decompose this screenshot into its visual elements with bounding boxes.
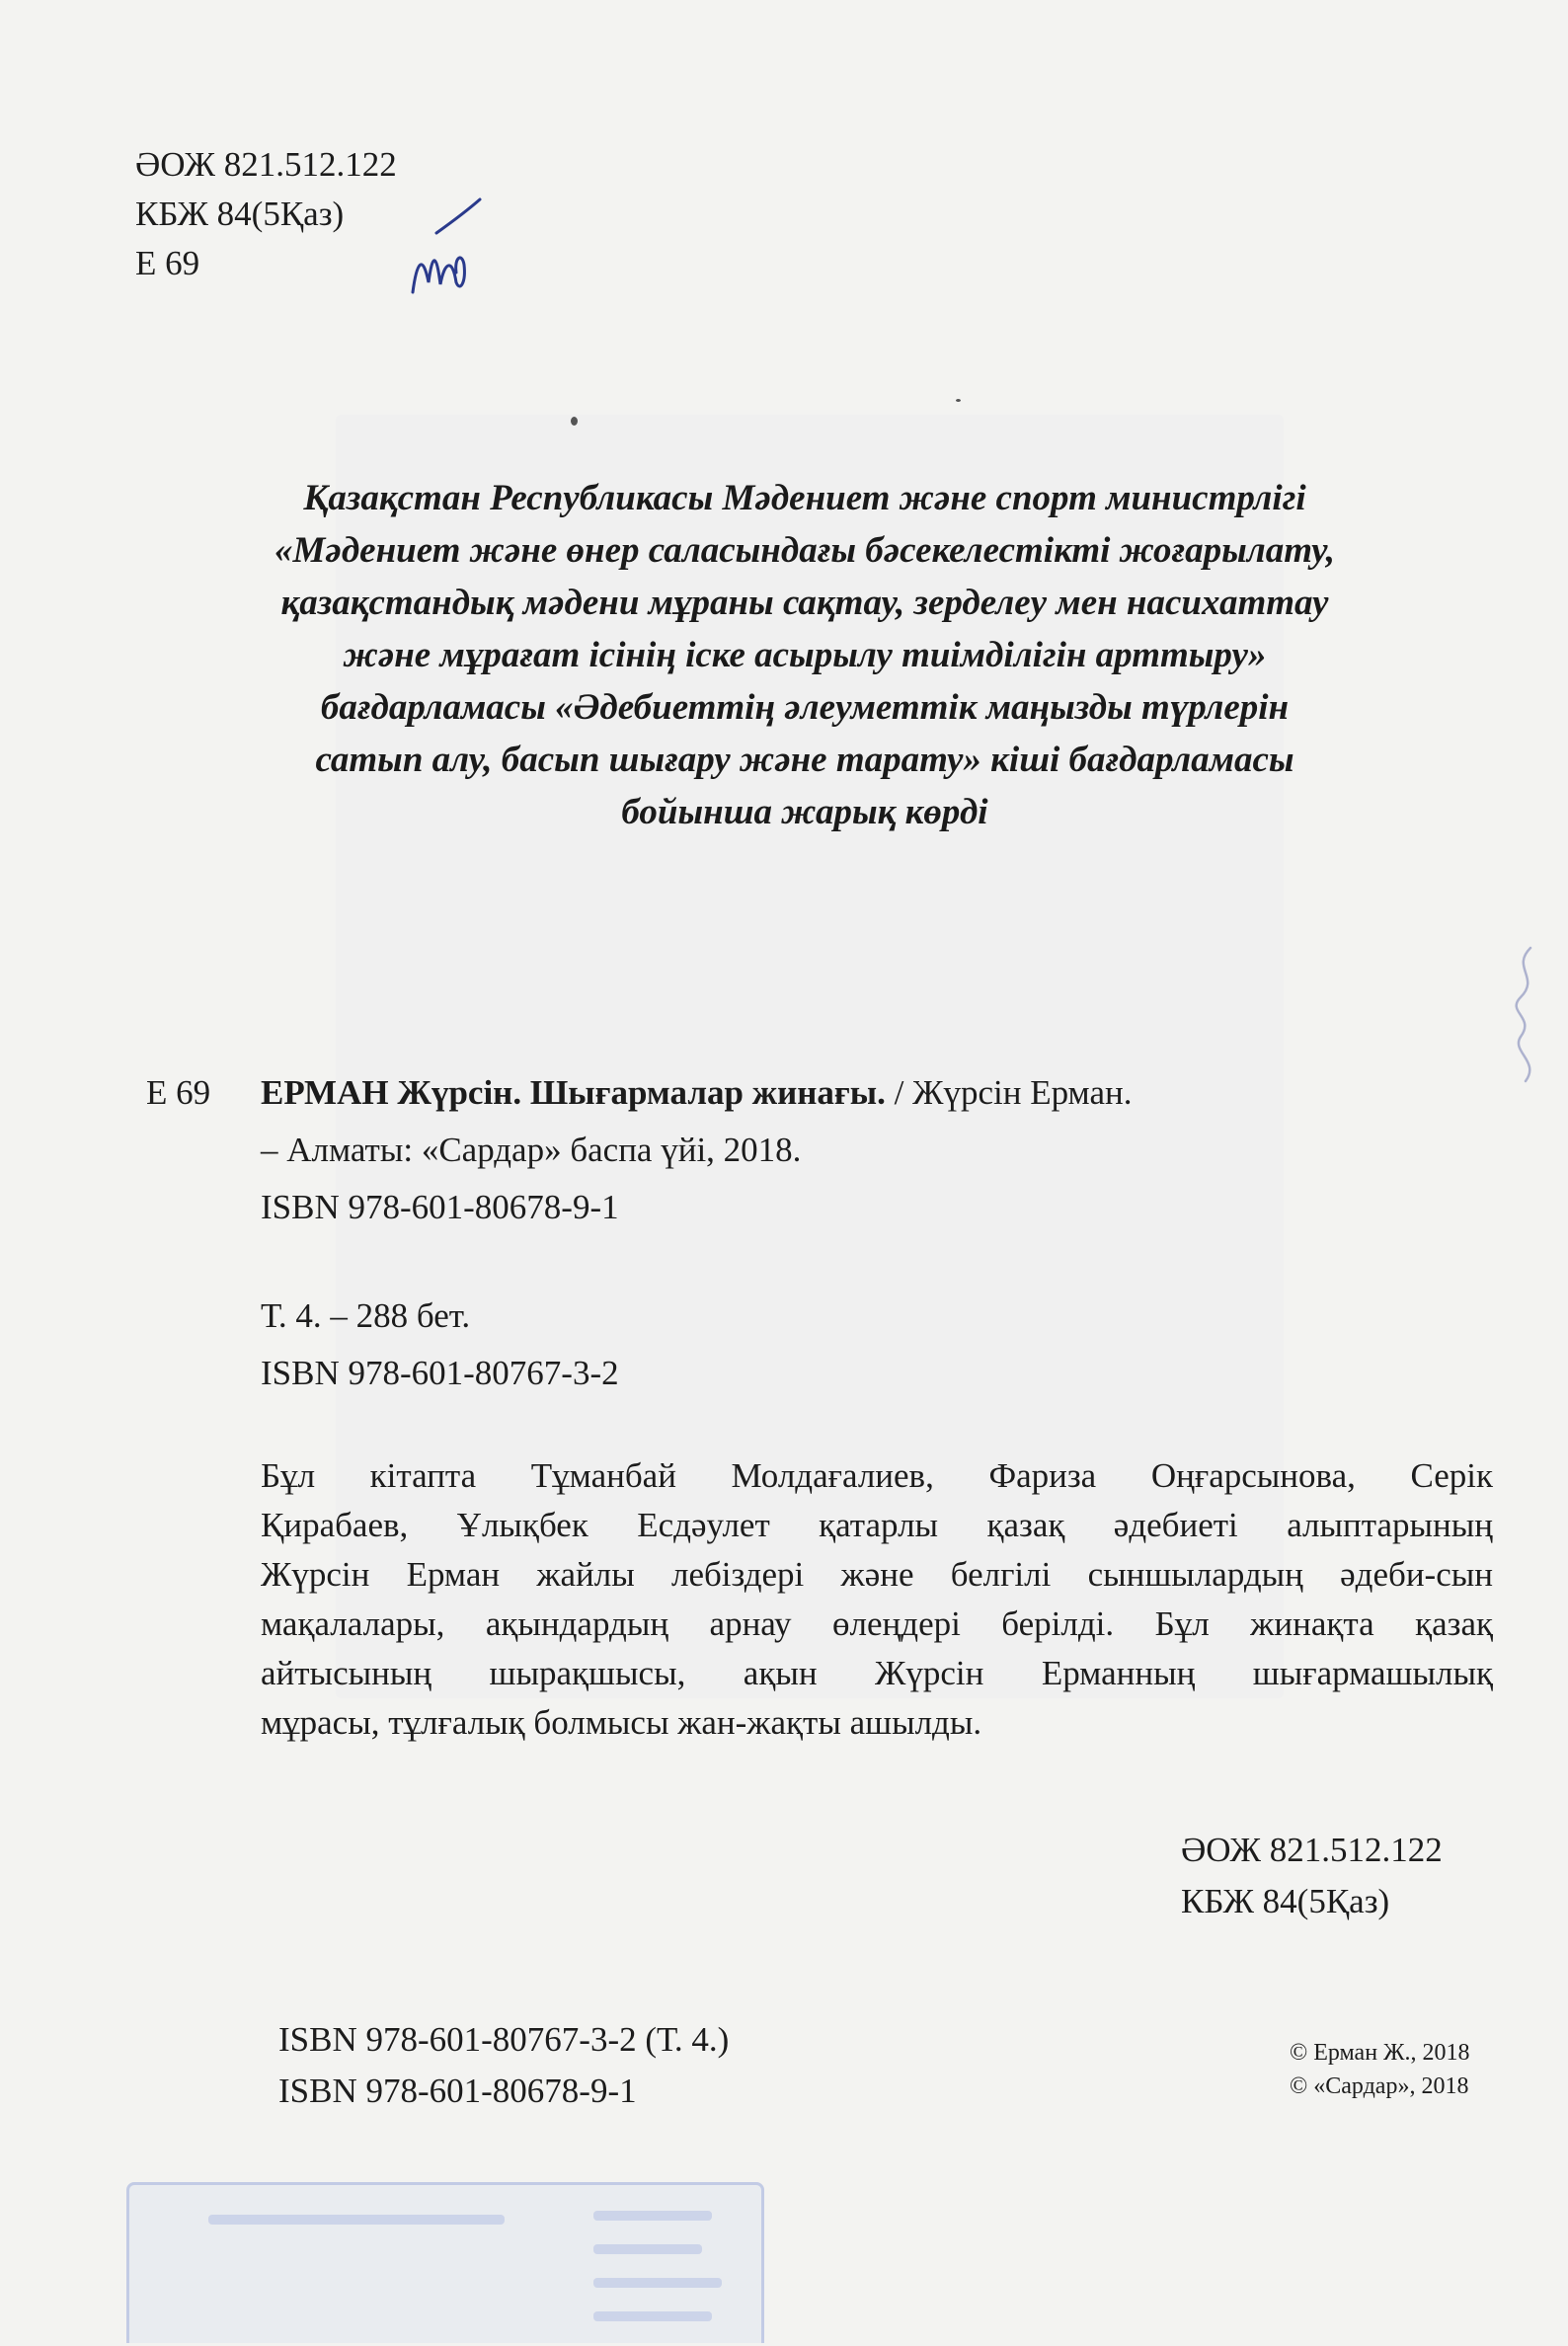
handwritten-initials-mark [407, 194, 486, 312]
catalog-title-bold: ЕРМАН Жүрсін. Шығармалар жинағы. [261, 1073, 886, 1112]
annotation-line: айтысының шырақшысы, ақын Жүрсін Ерманның шығармашылық [261, 1654, 1493, 1692]
catalog-volume: Т. 4. – 288 бет. [261, 1296, 471, 1335]
udc-code: ӘОЖ 821.512.122 [1181, 1831, 1443, 1869]
catalog-publisher: – Алматы: «Сардар» баспа үйі, 2018. [261, 1131, 802, 1169]
lbc-code: КБЖ 84(5Қаз) [1181, 1882, 1390, 1920]
isbn-block [278, 2014, 729, 2117]
annotation-paragraph [261, 1451, 1493, 1748]
ink-speck [956, 399, 961, 402]
annotation-line: мұрасы, тұлғалық болмысы жан-жақты ашылды. [261, 1703, 982, 1742]
funding-line: Қазақстан Республикасы Мәдениет және спорт министрлігі [303, 478, 1306, 518]
catalog-title-rest: / Жүрсін Ерман. [885, 1073, 1133, 1112]
stamp-mark [208, 2215, 505, 2225]
annotation-line: мақалалары, ақындардың арнау өлеңдері берілді. Бұл жинақта қазақ [261, 1604, 1493, 1643]
catalog-code: Е 69 [146, 1073, 211, 1112]
isbn-volume: ISBN 978-601-80767-3-2 (Т. 4.) [278, 2020, 730, 2059]
catalog-isbn-set: ISBN 978-601-80678-9-1 [261, 1188, 619, 1226]
annotation-line: Бұл кітапта Тұманбай Молдағалиев, Фариза Оңғарсынова, Серік [261, 1456, 1493, 1495]
udc-code: ӘОЖ 821.512.122 [135, 145, 397, 184]
copyright-publisher: © «Сардар», 2018 [1290, 2073, 1469, 2099]
funding-line: қазақстандық мәдени мұраны сақтау, зерделеу мен насихаттау [280, 583, 1329, 623]
library-stamp [126, 2182, 764, 2343]
udc-classification-top [135, 140, 397, 288]
isbn-set: ISBN 978-601-80678-9-1 [278, 2072, 637, 2110]
funding-line: «Мәдениет және өнер саласындағы бәсекелестікті жоғарылату, [274, 530, 1335, 571]
author-mark: Е 69 [135, 244, 200, 282]
stamp-mark [593, 2211, 712, 2221]
stamp-mark [593, 2244, 702, 2254]
margin-scribble [1491, 938, 1560, 1096]
lbc-code: КБЖ 84(5Қаз) [135, 195, 345, 233]
catalog-title [261, 1068, 1132, 1118]
stamp-mark [593, 2311, 712, 2321]
annotation-line: Жүрсін Ерман жайлы лебіздері және белгілі сыншылардың әдеби-сын [261, 1555, 1493, 1594]
copyright-block [1290, 2036, 1470, 2103]
funding-line: және мұрағат ісінің іске асырылу тиімділігін арттыру» [343, 635, 1267, 675]
funding-notice [128, 472, 1481, 838]
copyright-author: © Ерман Ж., 2018 [1290, 2040, 1470, 2066]
catalog-isbn-volume: ISBN 978-601-80767-3-2 [261, 1354, 619, 1392]
funding-line: бағдарламасы «Әдебиеттің әлеуметтік маңызды түрлерін [320, 687, 1290, 728]
funding-line: сатып алу, басып шығару және тарату» кіші бағдарламасы [315, 740, 1294, 780]
stamp-mark [593, 2278, 722, 2288]
annotation-line: Қирабаев, Ұлықбек Есдәулет қатарлы қазақ әдебиеті алыптарының [261, 1506, 1493, 1544]
ink-speck [571, 417, 578, 426]
udc-classification-bottom [1181, 1825, 1443, 1927]
funding-line: бойынша жарық көрді [621, 792, 988, 832]
